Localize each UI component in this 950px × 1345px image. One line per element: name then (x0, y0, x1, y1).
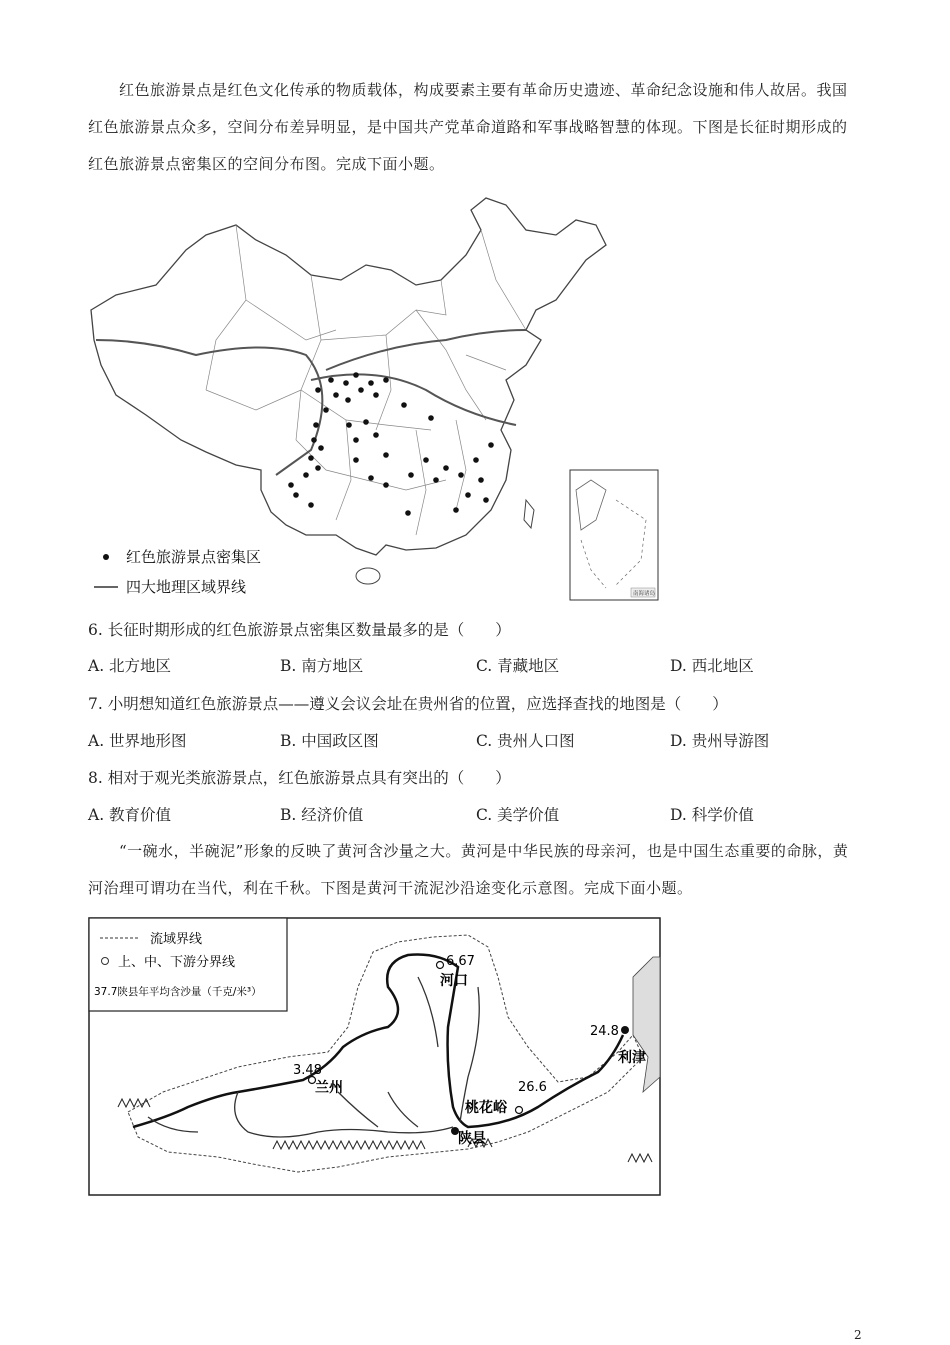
legend-division-label: 上、中、下游分界线 (118, 955, 236, 970)
q8-option-a[interactable]: A. 教育价值 (88, 806, 172, 824)
legend-dot-label: 红色旅游景点密集区 (126, 548, 262, 566)
q7-option-c[interactable]: C. 贵州人口图 (476, 732, 575, 750)
question-8: 8. 相对于观光类旅游景点，红色旅游景点具有突出的（ ） (88, 769, 511, 787)
q6-option-b[interactable]: B. 南方地区 (280, 657, 364, 675)
q8-option-b[interactable]: B. 经济价值 (280, 806, 364, 824)
q6-option-d[interactable]: D. 西北地区 (670, 657, 754, 675)
legend-line-label: 四大地理区域界线 (126, 578, 247, 596)
q6-option-c[interactable]: C. 青藏地区 (476, 657, 560, 675)
page-number: 2 (854, 1328, 862, 1342)
q7-option-b[interactable]: B. 中国政区图 (280, 732, 379, 750)
station-lanzhou-value: 3.48 (293, 1063, 322, 1078)
legend-dot-icon (103, 554, 109, 560)
yellow-river-map (88, 917, 662, 1197)
hainan-island (356, 568, 380, 584)
q7-option-d[interactable]: D. 贵州导游图 (670, 732, 770, 750)
station-lanzhou-name: 兰州 (315, 1080, 343, 1096)
q8-option-c[interactable]: C. 美学价值 (476, 806, 560, 824)
station-hekou-marker (437, 962, 444, 969)
station-hekou-name: 河口 (440, 973, 468, 989)
legend-sample-label: 37.7陕县年平均含沙量（千克/米³） (94, 986, 262, 998)
south-china-sea-inset (570, 470, 658, 600)
station-lijin-value: 24.8 (590, 1024, 619, 1039)
inset-label: 南海诸岛 (633, 591, 656, 597)
station-lijin-marker (621, 1026, 629, 1034)
china-outline (91, 198, 606, 555)
legend-basin-label: 流域界线 (150, 932, 203, 947)
station-shanxian-name: 陕县 (458, 1131, 486, 1147)
station-hekou-value: 6.67 (446, 954, 475, 969)
passage-1: 红色旅游景点是红色文化传承的物质载体，构成要素主要有革命历史遗迹、革命纪念设施和伟人故居。我国红色旅游景点众多，空间分布差异明显，是中国共产党革命道路和军事战略智慧的体现。下图是长征时期形成的红色旅游景点密集区的空间分布图。完成下面小题。 (88, 81, 848, 173)
question-7: 7. 小明想知道红色旅游景点——遵义会议会址在贵州省的位置，应选择查找的地图是（ ） (88, 695, 728, 713)
red-tourism-map (86, 190, 661, 602)
station-lijin-name: 利津 (618, 1050, 646, 1066)
q8-option-d[interactable]: D. 科学价值 (670, 806, 754, 824)
station-taohuayu-marker (516, 1107, 523, 1114)
station-taohuayu-value: 26.6 (518, 1080, 547, 1095)
q6-option-a[interactable]: A. 北方地区 (88, 657, 172, 675)
question-6: 6. 长征时期形成的红色旅游景点密集区数量最多的是（ ） (88, 621, 511, 639)
station-taohuayu-name: 桃花峪 (465, 1100, 507, 1116)
passage-2: “一碗水，半碗泥”形象的反映了黄河含沙量之大。黄河是中华民族的母亲河，也是中国生态重要的命脉，黄河治理可谓功在当代，利在千秋。下图是黄河干流泥沙沿途变化示意图。完成下面小题。 (88, 842, 849, 897)
taiwan-island (524, 500, 534, 528)
q7-option-a[interactable]: A. 世界地形图 (88, 732, 187, 750)
